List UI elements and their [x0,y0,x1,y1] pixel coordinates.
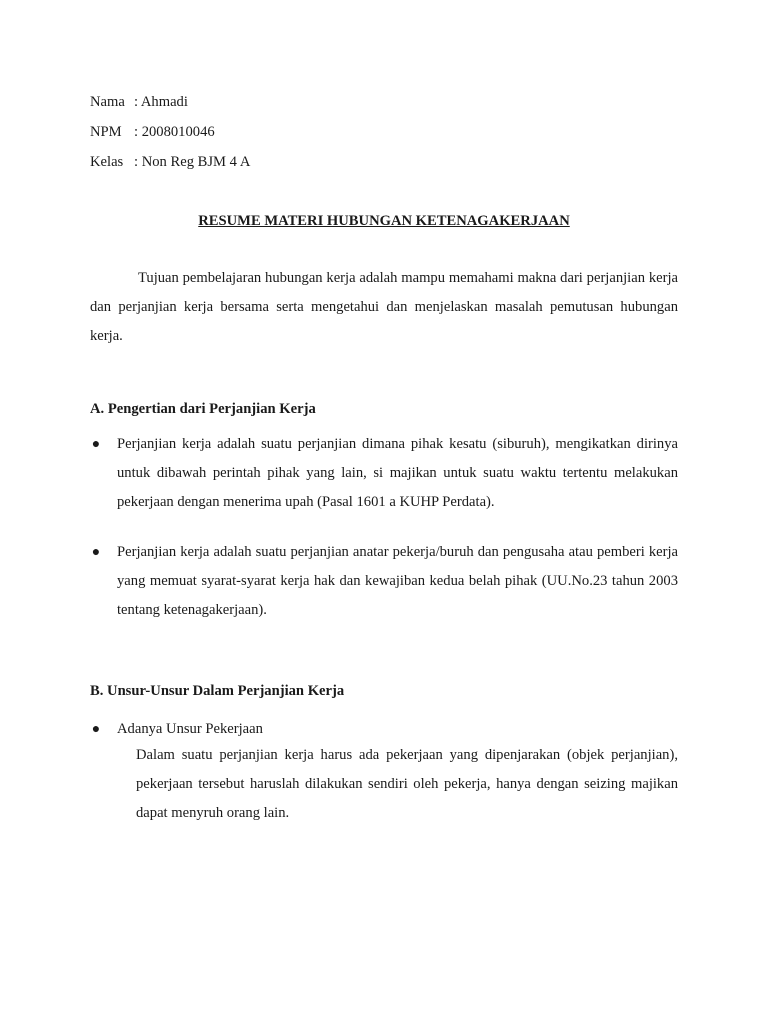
bullet-icon: ● [91,545,101,560]
section-b-item-1-body: Dalam suatu perjanjian kerja harus ada pekerjaan yang dipenjarakan (objek perjanjian), pekerjaan tersebut haruslah dilakukan sendiri oleh pekerja, hanya dengan seizing majikan dapat menyruh orang lain. [136,747,678,821]
npm-row [90,122,215,142]
npm-label: NPM [90,124,122,140]
section-b-heading: B. Unsur-Unsur Dalam Perjanjian Kerja [90,683,345,699]
bullet-icon: ● [91,722,101,737]
name-row [90,92,188,112]
name-label: Nama [90,94,125,110]
section-a-item-1: Perjanjian kerja adalah suatu perjanjian dimana pihak kesatu (siburuh), mengikatkan dirinya untuk dibawah perintah pihak yang lain, si majikan untuk suatu waktu tertentu melakukan pekerjaan dengan menerima upah (Pasal 1601 a KUHP Perdata). [117,436,678,510]
class-label: Kelas [90,154,124,170]
section-a-heading: A. Pengertian dari Perjanjian Kerja [90,401,316,417]
document-title: RESUME MATERI HUBUNGAN KETENAGAKERJAAN [198,213,570,229]
npm-value: : 2008010046 [134,124,215,140]
bullet-icon: ● [91,437,101,452]
section-a-item-2: Perjanjian kerja adalah suatu perjanjian anatar pekerja/buruh dan pengusaha atau pemberi kerja yang memuat syarat-syarat kerja hak dan kewajiban kedua belah pihak (UU.No.23 tahun 2003 tentang ketenagakerjaan). [117,544,678,618]
name-value: : Ahmadi [134,94,188,110]
intro-paragraph: Tujuan pembelajaran hubungan kerja adalah mampu memahami makna dari perjanjian kerja dan perjanjian kerja bersama serta mengetahui dan menjelaskan masalah pemutusan hubungan kerja. [90,270,678,344]
class-value: : Non Reg BJM 4 A [134,154,251,170]
section-b-item-1-title: Adanya Unsur Pekerjaan [117,721,263,737]
class-row [90,152,250,172]
